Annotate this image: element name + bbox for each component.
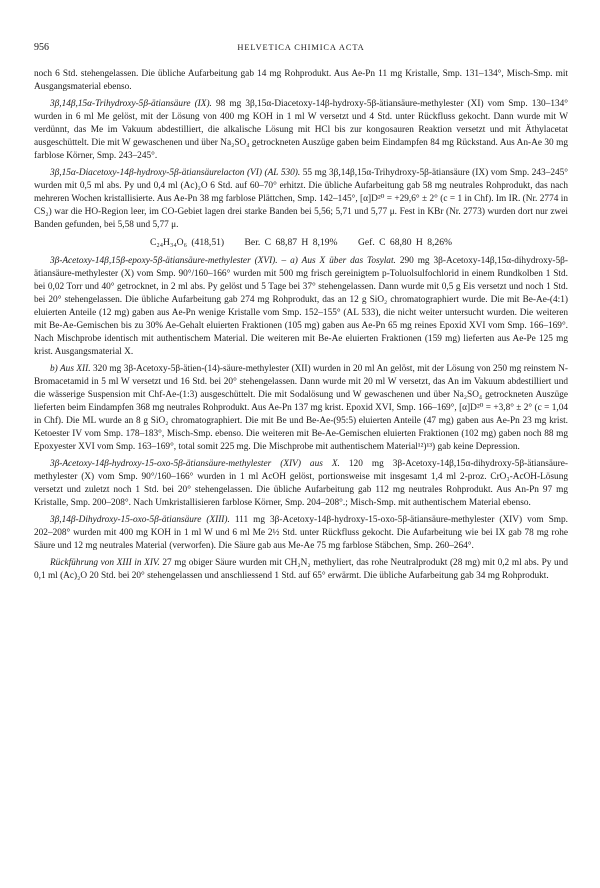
page-header [34, 42, 568, 58]
paragraph-text: 111 mg 3β-Acetoxy-14β-hydroxy-15-oxo-5β-ätiansäure-methylester (XIV) vom Smp. 202–208° wurden mit 400 mg KOH in 1 ml W und 6 ml Me 2½ Std. unter Rückfluss gekocht. Die Aufarbeitung wie bei IX gab 78 mg rohe Säure und 12 mg neutrales Material (verworfen). Die Säure gab aus Me-Ae 75 mg farblose Stäbchen, Smp. 260–264°. [34, 515, 568, 551]
formula-calculated: Ber. C 68,87 H 8,19% [244, 237, 338, 248]
paragraph [34, 514, 568, 553]
body-text [34, 68, 568, 583]
paragraph-heading: 3β-Acetoxy-14β-hydroxy-15-oxo-5β-ätiansäure-methylester (XIV) aus X. [50, 459, 340, 469]
paragraph [34, 557, 568, 583]
paragraph-text: noch 6 Std. stehengelassen. Die übliche Aufarbeitung gab 14 mg Rohprodukt. Aus Ae-Pn 11 mg Kristalle, Smp. 131–134°, Misch-Smp. mit Ausgangsmaterial ebenso. [34, 69, 568, 92]
paragraph-heading: 3β,14β,15α-Trihydroxy-5β-ätiansäure (IX). [50, 99, 212, 109]
paragraph-heading: b) Aus XII. [50, 364, 91, 374]
elemental-analysis [34, 236, 568, 249]
paragraph-text: 55 mg 3β,14β,15α-Trihydroxy-5β-ätiansäure (IX) vom Smp. 243–245° wurden mit 0,5 ml abs. Py und 0,4 ml (Ac)₂O 6 Std. auf 60–70° erhitzt. Die übliche Aufarbeitung gab 58 mg neutrales Rohprodukt, das nach mehreren Wochen kristallisierte. Aus Ae-Pn 38 mg farblose Plättchen, Smp. 142–145°, [α]D²⁰ = +29,6° ± 2° (c = 1 in Chf). Im IR. (Nr. 2774 in CS₂) war die HO-Region leer, im CO-Gebiet lagen drei starke Banden bei 5,56; 5,71 und 5,77 μ. Fest in KBr (Nr. 2773) wurden dort nur zwei Banden gefunden, bei 5,58 und 5,77 μ. [34, 168, 568, 230]
paragraph [34, 167, 568, 232]
paragraph-heading: 3β,15α-Diacetoxy-14β-hydroxy-5β-ätiansäurelacton (VI) (AL 530). [50, 168, 301, 178]
paragraph-text: 120 mg 3β-Acetoxy-14β,15α-dihydroxy-5β-ätiansäure-methylester (X) vom Smp. 90°/160–166° wurden in 1 ml AcOH gelöst, portionsweise mit insgesamt 1,4 ml 2-proz. CrO₃-AcOH-Lösung versetzt und zuletzt noch 1 Std. bei 20° stehengelassen. Die übliche Aufarbeitung gab 112 mg neutrales Rohprodukt. Aus An-Pn 97 mg Kristalle, Smp. 200–208°. Nach Umkristallisieren farblose Körner, Smp. 204–208°.; Misch-Smp. mit authentischem Material ebenso. [34, 459, 568, 508]
paragraph-text: 27 mg obiger Säure wurden mit CH₂N₂ methyliert, das rohe Neutralprodukt (28 mg) mit 0,2 ml abs. Py und 0,1 ml (Ac)₂O 20 Std. bei 20° stehengelassen und anschliessend 1 Std. auf 65° erwärmt. Die übliche Aufarbeitung gab 34 mg Rohprodukt. [34, 558, 568, 581]
paragraph-text: 290 mg 3β-Acetoxy-14β,15α-dihydroxy-5β-ätiansäure-methylester (X) vom Smp. 90°/160–166° wurden mit 500 mg frisch gereinigtem p-Toluolsulfochlorid in einem Rundkolben 1 Std. bei 0,02 Torr und 40° getrocknet, in 2 ml abs. Py gelöst und 5 Tage bei 37° stehengelassen. Dann wurde mit 0,5 g Eis versetzt und noch 1 Std. bei 20° stehengelassen. Die übliche Aufarbeitung gab 274 mg Rohprodukt, das an 12 g SiO₂ chromatographiert wurde. Die mit Be-Ae-(4:1) eluierten Anteile (12 mg) gaben aus Ae-Pn wenige Kristalle vom Smp. 152–155° (AL 533), die nicht weiter untersucht wurden. Die weiteren mit Be-Ae-Gemischen bis zu 30% Ae-Gehalt eluierten Fraktionen (105 mg) gaben aus Ae-Pn 65 mg reines Epoxid XVI vom Smp. 166–169°. Nach Mischprobe identisch mit authentischem Material. Die weiteren mit Be-Ae eluierten Fraktionen (159 mg) lieferten aus Ae-Pe 125 mg krist. Ausgangsmaterial X. [34, 256, 568, 357]
page [34, 42, 568, 587]
formula-found: Gef. C 68,80 H 8,26% [357, 237, 453, 248]
paragraph [34, 98, 568, 163]
paragraph-text: 98 mg 3β,15α-Diacetoxy-14β-hydroxy-5β-ätiansäure-methylester (XI) vom Smp. 130–134° wurden in 6 ml Me gelöst, mit der Lösung von 400 mg KOH in 1 ml W versetzt und 4 Std. unter Rückfluss gekocht. Dann wurde mit W verdünnt, das Me im Vakuum abdestilliert, die alkalische Lösung mit HCl bis zur kongosauren Reaktion versetzt und mit Äthylacetat ausgeschüttelt. Die mit W gewaschenen und über Na₂SO₄ getrockneten Auszüge gaben beim Eindampfen 84 mg Rückstand. Aus An-Ae 30 mg farblose Körner, Smp. 243–245°. [34, 99, 568, 161]
paragraph-heading: Rückführung von XIII in XIV. [50, 558, 160, 568]
running-head: HELVETICA CHIMICA ACTA [237, 43, 365, 52]
paragraph-text: 320 mg 3β-Acetoxy-5β-ätien-(14)-säure-methylester (XII) wurden in 20 ml An gelöst, mit der Lösung von 250 mg reinstem N-Bromacetamid in 5 ml W versetzt und 16 Std. bei 20° stehengelassen. Dann wurde mit 20 ml W versetzt, das An im Vakuum abdestilliert und die wässerige Suspension mit Chf-Ae-(1:3) ausgeschüttelt. Die mit Sodalösung und W gewaschenen und über Na₂SO₄ getrockneten Auszüge lieferten beim Eindampfen 368 mg neutrales Rohprodukt. Aus Ae-Pn 137 mg krist. Epoxid XVI, Smp. 166–169°, [α]D²⁰ = +3,8° ± 2° (c = 1,04 in Chf). Die ML wurde an 8 g SiO₂ chromatographiert. Die mit Be und Be-Ae-(95:5) eluierten Anteile (47 mg) gaben aus Ae-Pn 23 mg krist. Ketoester IV vom Smp. 178–183°, Misch-Smp. ebenso. Die weiteren mit Be-Ae-Gemischen eluierten Fraktionen (102 mg) gaben noch 88 mg Epoxyester XVI vom Smp. 163–169°, total somit 225 mg. Die Mischprobe mit authentischem Material¹²)¹³) gab keine Depression. [34, 364, 568, 452]
paragraph [34, 68, 568, 94]
paragraph [34, 255, 568, 359]
paragraph [34, 363, 568, 454]
paragraph [34, 458, 568, 510]
paragraph-heading: 3β-Acetoxy-14β,15β-epoxy-5β-ätiansäure-methylester (XVI). – a) Aus X über das Tosylat. [50, 256, 396, 266]
page-number: 956 [34, 42, 49, 53]
paragraph-heading: 3β,14β-Dihydroxy-15-oxo-5β-ätiansäure (XIII). [50, 515, 230, 525]
formula-compound: C₂₄H₃₄O₆ (418,51) [149, 237, 225, 248]
